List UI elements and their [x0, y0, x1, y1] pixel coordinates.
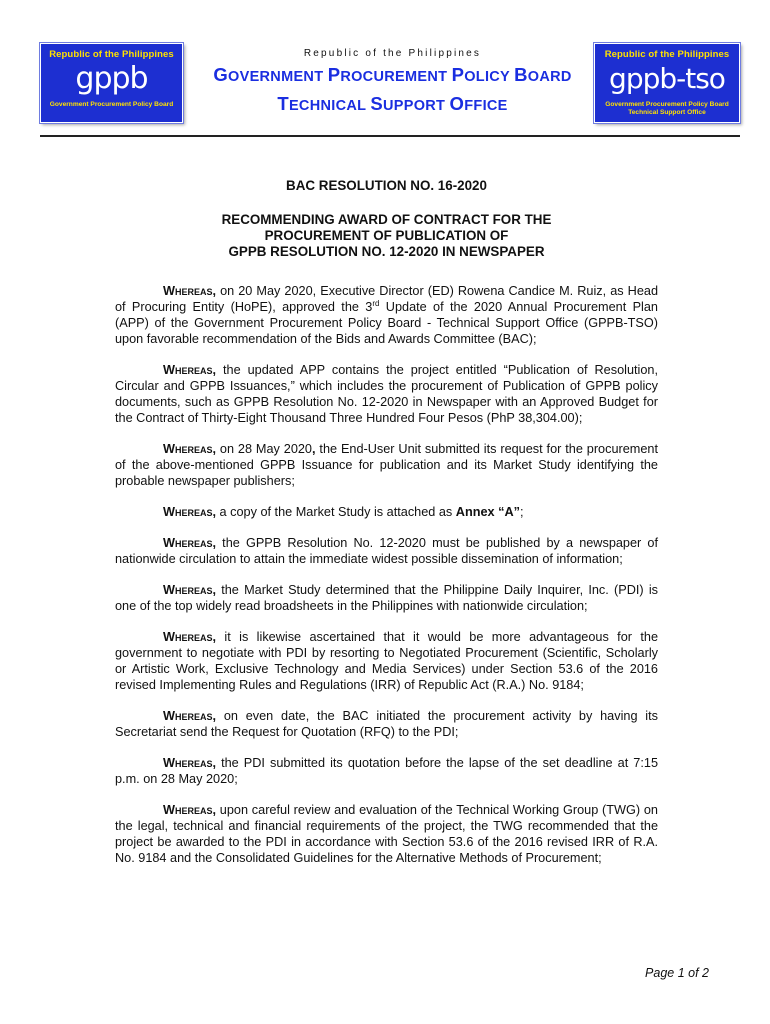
logo-org-text: Government Procurement Policy Board Technical Support Office: [605, 101, 729, 116]
whereas-paragraph: Whereas, a copy of the Market Study is attached as Annex “A”;: [163, 505, 524, 519]
whereas-paragraph: Whereas, the GPPB Resolution No. 12-2020 must be published by a newspaper of nationwide circulation to attain the immediate widest possible dissemination of information;: [115, 536, 658, 566]
whereas-paragraph: Whereas, on 20 May 2020, Executive Director (ED) Rowena Candice M. Ruiz, as Head of Procuring Entity (HoPE), approved the 3rd Update of the 2020 Annual Procurement Plan (APP) of the Government Procurement Policy Board - Technical Support Office (GPPB-TSO) upon favorable recommendation of the Bids and Awards Committee (BAC);: [115, 284, 658, 346]
agency-name-line1: GOVERNMENT PROCUREMENT POLICY BOARD: [213, 64, 572, 85]
whereas-paragraph: Whereas, the updated APP contains the project entitled “Publication of Resolution, Circular and GPPB Issuances,” which includes the procurement of Publication of GPPB policy documents, such as GPPB Resolution No. 12-2020 in Newspaper with an Approved Budget for the Contract of Thirty-Eight Thousand Three Hundred Four Pesos (PhP 38,304.00);: [115, 363, 658, 425]
republic-text: Republic of the Philippines: [303, 48, 482, 59]
page-number: Page 1 of 2: [645, 966, 709, 980]
whereas-paragraph: Whereas, the Market Study determined that the Philippine Daily Inquirer, Inc. (PDI) is one of the top widely read broadsheets in the Philippines with nationwide circulation;: [115, 583, 658, 613]
logo-country-text: Republic of the Philippines: [604, 49, 730, 60]
whereas-paragraph: Whereas, the PDI submitted its quotation before the lapse of the set deadline at 7:15 p.m. on 28 May 2020;: [115, 756, 658, 786]
whereas-paragraph: Whereas, upon careful review and evaluation of the Technical Working Group (TWG) on the legal, technical and financial requirements of the project, the TWG recommended that the project be awarded to the PDI in accordance with Section 53.6 of the 2016 revised IRR of R.A. No. 9184 and the Consolidated Guidelines for the Alternative Methods of Procurement;: [115, 803, 658, 865]
resolution-subject: RECOMMENDING AWARD OF CONTRACT FOR THE PROCUREMENT OF PUBLICATION OF GPPB RESOLUTION NO. 12-2020 IN NEWSPAPER: [221, 212, 552, 259]
resolution-title: BAC RESOLUTION NO. 16-2020: [286, 178, 487, 193]
letterhead: [195, 48, 590, 117]
agency-name-line2: TECHNICAL SUPPORT OFFICE: [277, 93, 508, 114]
gppb-tso-logo: [594, 43, 740, 123]
whereas-paragraph: Whereas, on even date, the BAC initiated the procurement activity by having its Secretariat send the Request for Quotation (RFQ) to the PDI;: [115, 709, 658, 739]
header-divider: [40, 135, 740, 137]
logo-mark: gppb-tso: [609, 62, 725, 95]
gppb-logo: [40, 43, 183, 123]
logo-country-text: Republic of the Philippines: [49, 49, 174, 60]
logo-mark: gppb: [75, 61, 148, 96]
resolution-body: [115, 283, 658, 881]
logo-org-text: Government Procurement Policy Board: [49, 101, 174, 108]
whereas-paragraph: Whereas, it is likewise ascertained that it would be more advantageous for the government to negotiate with PDI by resorting to Negotiated Procurement (Scientific, Scholarly or Artistic Work, Exclusive Technology and Media Services) under Section 53.6 of the 2016 revised Implementing Rules and Regulations (IRR) of Republic Act (R.A.) No. 9184;: [115, 630, 658, 692]
whereas-paragraph: Whereas, on 28 May 2020, the End-User Unit submitted its request for the procurement of the above-mentioned GPPB Issuance for publication and its Market Study identifying the probable newspaper publishers;: [115, 442, 658, 488]
